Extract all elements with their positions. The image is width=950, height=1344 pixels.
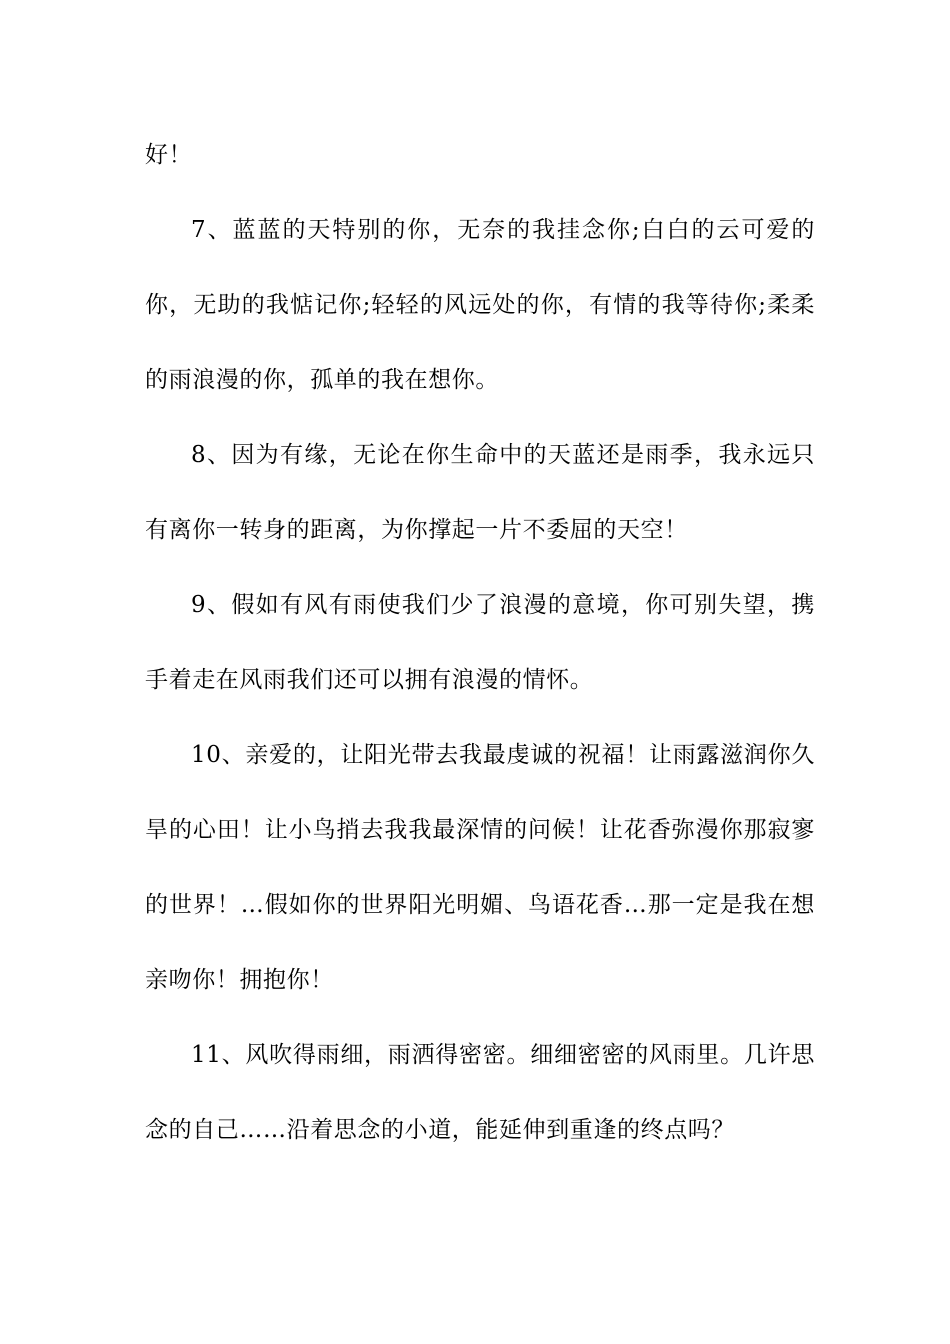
paragraph-7: 7、蓝蓝的天特别的你，无奈的我挂念你;白白的云可爱的你，无助的我惦记你;轻轻的风远处的你，有情的我等待你;柔柔的雨浪漫的你，孤单的我在想你。: [145, 217, 815, 393]
paragraph-continuation: 好！: [145, 142, 193, 168]
paragraph-11: 11、风吹得雨细，雨洒得密密。细细密密的风雨里。几许思念的自己……沿着思念的小道，能延伸到重逢的终点吗？: [145, 1042, 815, 1143]
document-body: [145, 118, 815, 1168]
paragraph-8: 8、因为有缘，无论在你生命中的天蓝还是雨季，我永远只有离你一转身的距离，为你撑起一片不委屈的天空！: [145, 442, 815, 543]
paragraph-10: 10、亲爱的，让阳光带去我最虔诚的祝福！让雨露滋润你久旱的心田！让小鸟捎去我我最深情的问候！让花香弥漫你那寂寥的世界！…假如你的世界阳光明媚、鸟语花香…那一定是我在想亲吻你！拥抱你！: [145, 742, 815, 993]
paragraph-9: 9、假如有风有雨使我们少了浪漫的意境，你可别失望，携手着走在风雨我们还可以拥有浪漫的情怀。: [145, 592, 815, 693]
